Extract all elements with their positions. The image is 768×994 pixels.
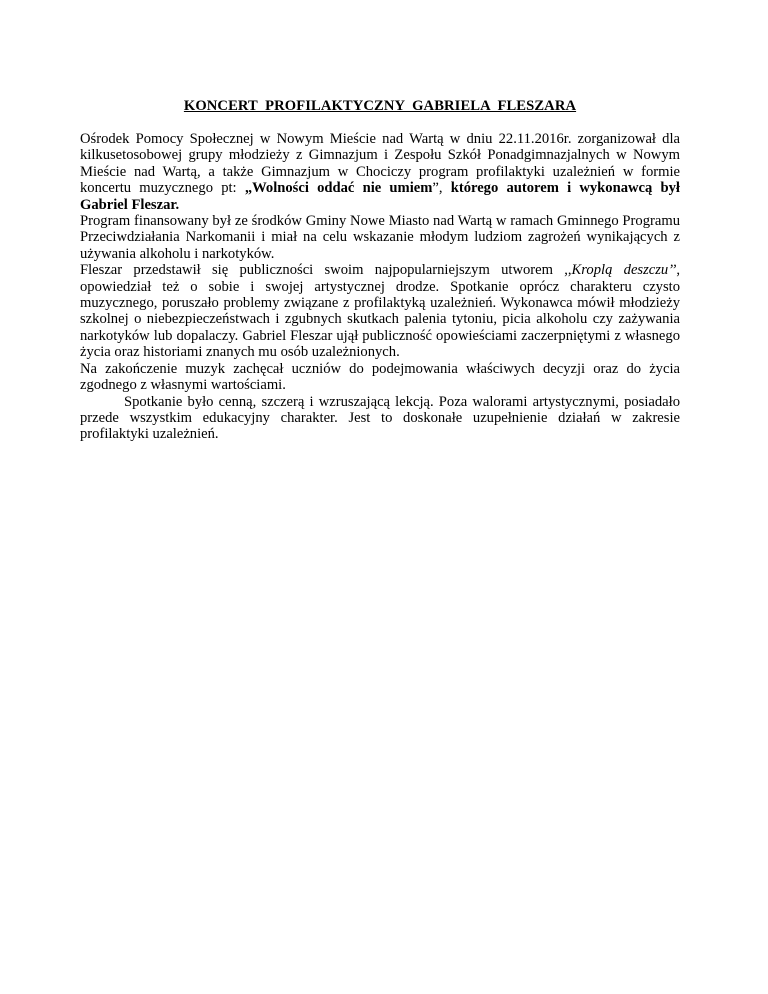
concert-name: „Wolności oddać nie umiem: [244, 180, 433, 197]
paragraph-intro: [80, 131, 680, 213]
document-page: [80, 98, 680, 443]
performance-intro: Fleszar przedstawił się publiczności swoim najpopularniejszym utworem ,,: [80, 262, 572, 279]
paragraph-performance: [80, 262, 680, 360]
document-title: KONCERT PROFILAKTYCZNY GABRIELA FLESZARA: [183, 98, 577, 114]
intro-quote-close: ”,: [432, 180, 451, 197]
paragraph-summary: Spotkanie było cenną, szczerą i wzruszającą lekcją. Poza walorami artystycznymi, posiadało przede wszystkim edukacyjny charakter. Jest to doskonałe uzupełnienie działań w zakresie profilaktyki uzależnień.: [80, 393, 680, 443]
song-title: Kroplą deszczu’’: [571, 262, 677, 279]
paragraph-closing: Na zakończenie muzyk zachęcał uczniów do podejmowania właściwych decyzji oraz do życia zgodnego z własnymi wartościami.: [80, 360, 680, 394]
intro-text: Ośrodek Pomocy Społecznej w Nowym Mieście nad Wartą w dniu 22.11.2016r. zorganizował dla kilkusetosobowej grupy młodzieży z Gimnazjum i Zespołu Szkół Ponadgimnazjalnych w Nowym Mieście nad Wartą, a także Gimnazjum w Chociczy program profilaktyki uzależnień w formie koncertu muzycznego pt:: [80, 131, 680, 197]
author-sentence: którego autorem i wykonawcą był Gabriel Fleszar.: [80, 180, 680, 213]
paragraph-funding: Program finansowany był ze środków Gminy Nowe Miasto nad Wartą w ramach Gminnego Programu Przeciwdziałania Narkomanii i miał na celu wskazanie młodym ludziom zagrożeń wynikających z używania alkoholu i narkotyków.: [80, 213, 680, 262]
performance-text: , opowiedział też o sobie i swojej artystycznej drodze. Spotkanie oprócz charakteru czysto muzycznego, poruszało problemy związane z profilaktyką uzależnień. Wykonawca mówił młodzieży szkolnej o niebezpieczeństwach i zgubnych skutkach palenia tytoniu, picia alkoholu czy zażywania narkotyków lub dopalaczy. Gabriel Fleszar ujął publiczność opowieściami zaczerpniętymi z własnego życia oraz historiami znanych mu osób uzależnionych.: [80, 262, 680, 361]
